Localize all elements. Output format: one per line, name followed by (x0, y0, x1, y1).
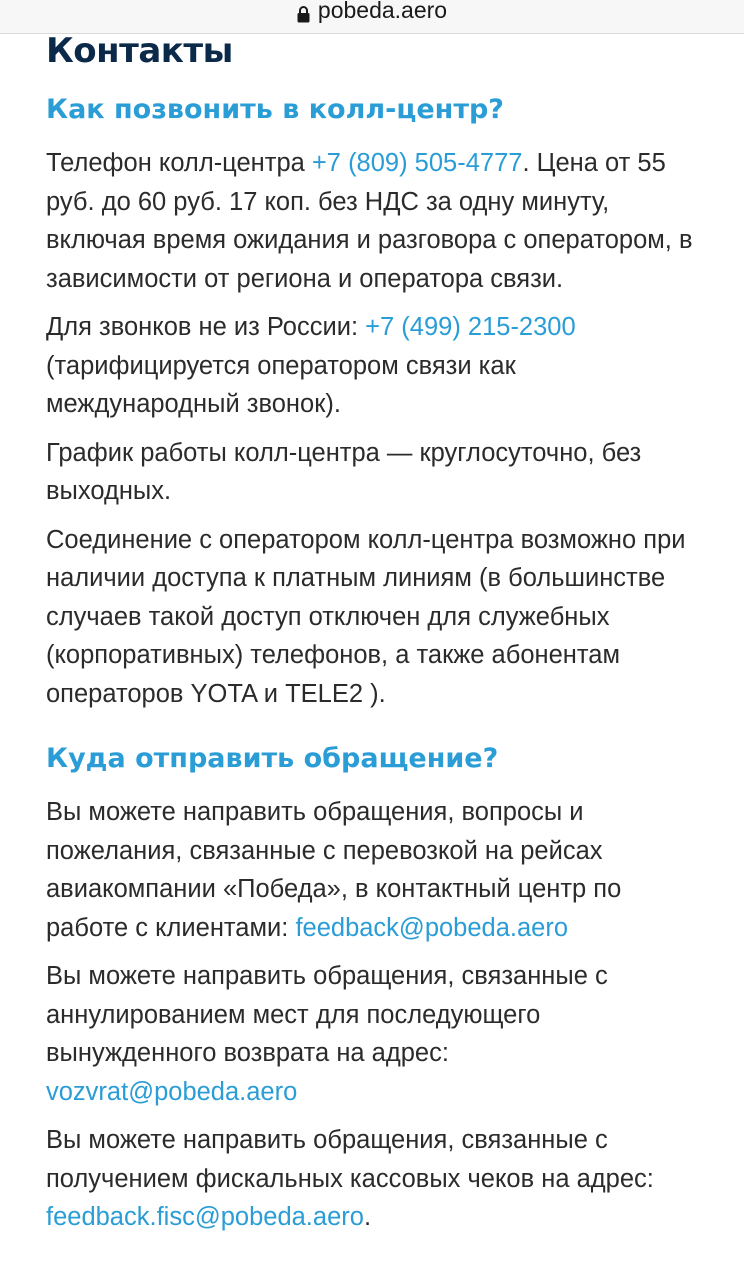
call-center-phone-paragraph (46, 144, 706, 298)
connection-paragraph: Соединение с оператором колл-центра возможно при наличии доступа к платным линиям (в большинстве случаев такой доступ отключен для служебных (корпоративных) телефонов, а также абонентам операторов YOTA и TELE2 ). (46, 525, 686, 708)
lock-icon (297, 2, 310, 20)
fisc-text: Вы можете направить обращения, связанные с получением фискальных кассовых чеков на адрес: (46, 1126, 654, 1193)
call-center-heading: Как позвонить в колл-центр? (46, 94, 504, 125)
main-content (46, 30, 706, 1247)
feedback-text: Вы можете направить обращения, вопросы и пожелания, связанные с перевозкой на рейсах авиакомпании «Победа», в контактный центр по работе с клиентами: (46, 798, 622, 942)
schedule-paragraph: График работы колл-центра — круглосуточно, без выходных. (46, 438, 642, 505)
feedback-heading: Куда отправить обращение? (46, 743, 499, 774)
browser-address-bar[interactable] (0, 0, 744, 34)
call-center-text-after: . Цена от 55 руб. до 60 руб. 17 коп. без НДС за одну минуту, включая время ожидания и разговора с оператором, в зависимости от региона и оператора связи. (46, 149, 693, 293)
intl-text-after: (тарифицируется оператором связи как международный звонок). (46, 351, 516, 418)
intl-phone-link[interactable]: +7 (499) 215-2300 (365, 313, 576, 341)
feedback-email-link[interactable]: feedback@pobeda.aero (295, 913, 569, 942)
fisc-email-link[interactable]: feedback.fisc@pobeda.aero (46, 1203, 364, 1231)
page-title: Контакты (46, 31, 233, 71)
browser-url: pobeda.aero (317, 0, 448, 23)
fisc-paragraph (46, 1121, 706, 1237)
refund-text: Вы можете направить обращения, связанные с аннулированием мест для последующего вынужденного возврата на адрес: (46, 962, 608, 1067)
intl-phone-paragraph (46, 308, 706, 424)
fisc-text-after: . (363, 1203, 372, 1231)
intl-text-before: Для звонков не из России: (46, 313, 366, 341)
refund-paragraph (46, 957, 706, 1111)
main-phone-link[interactable]: +7 (809) 505-4777 (311, 149, 523, 177)
refund-email-link[interactable]: vozvrat@pobeda.aero (46, 1077, 298, 1106)
feedback-paragraph (46, 793, 706, 947)
call-center-text-before: Телефон колл-центра (46, 149, 312, 177)
